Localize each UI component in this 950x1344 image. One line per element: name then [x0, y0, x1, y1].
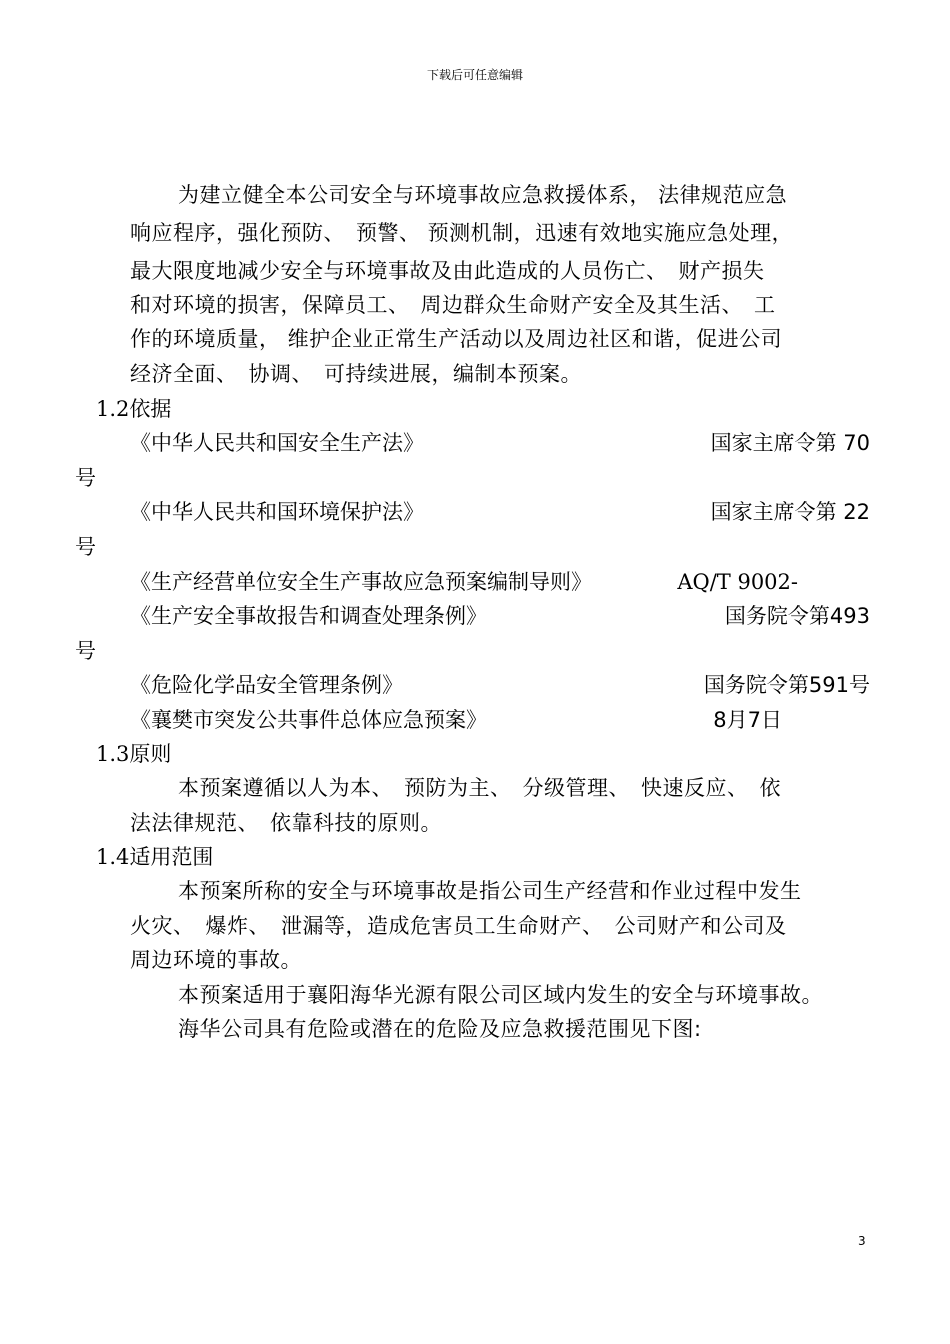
law-item-6 [130, 705, 870, 735]
page-number: 3 [858, 1234, 866, 1248]
section-title: 适用范围 [129, 845, 214, 869]
principle-line-1: 本预案遵循以人为本、 预防为主、 分级管理、 快速反应、 依 [178, 776, 781, 800]
law-ref: 国家主席令第 70 [710, 431, 870, 455]
principle-line-2: 法法律规范、 依靠科技的原则。 [130, 811, 442, 835]
law-name: 《中华人民共和国安全生产法》 [130, 431, 424, 455]
page-header: 下载后可任意编辑 [426, 68, 523, 82]
law-ref: 国务院令第493 [724, 604, 870, 628]
section-heading-1-2 [96, 394, 171, 424]
scope-line-4: 本预案适用于襄阳海华光源有限公司区域内发生的安全与环境事故。 [178, 983, 823, 1007]
law-ref-wrap: 号 [75, 535, 96, 559]
law-item-4 [130, 601, 870, 631]
law-ref: 国家主席令第 22 [710, 500, 870, 524]
law-item-1 [130, 428, 870, 458]
law-name: 《生产安全事故报告和调查处理条例》 [130, 604, 487, 628]
law-ref-wrap: 号 [75, 466, 96, 490]
scope-line-5: 海华公司具有危险或潜在的危险及应急救援范围见下图: [178, 1017, 702, 1041]
section-heading-1-4 [96, 842, 213, 872]
intro-line-1: 为建立健全本公司安全与环境事故应急救援体系， 法律规范应急 [178, 183, 788, 207]
intro-line-2: 响应程序，强化预防、 预警、 预测机制，迅速有效地实施应急处理， [130, 221, 794, 245]
scope-line-2: 火灾、 爆炸、 泄漏等，造成危害员工生命财产、 公司财产和公司及 [130, 914, 787, 938]
law-item-5 [130, 670, 870, 700]
law-item-3 [130, 567, 870, 597]
law-name: 《襄樊市突发公共事件总体应急预案》 [130, 708, 487, 732]
law-name: 《生产经营单位安全生产事故应急预案编制导则》 [130, 570, 592, 594]
law-ref: AQ/T 9002- [677, 570, 798, 594]
section-title: 原则 [129, 742, 172, 766]
section-number: 1.4 [96, 845, 130, 869]
intro-line-3: 最大限度地减少安全与环境事故及由此造成的人员伤亡、 财产损失 [130, 259, 765, 283]
section-number: 1.3 [96, 742, 130, 766]
law-ref-wrap: 号 [75, 639, 96, 663]
scope-line-3: 周边环境的事故。 [130, 948, 302, 972]
law-ref: 国务院令第591号 [703, 673, 870, 697]
law-item-2 [130, 497, 870, 527]
section-title: 依据 [129, 397, 172, 421]
section-heading-1-3 [96, 739, 171, 769]
law-name: 《危险化学品安全管理条例》 [130, 673, 403, 697]
law-name: 《中华人民共和国环境保护法》 [130, 500, 424, 524]
intro-line-5: 作的环境质量， 维护企业正常生产活动以及周边社区和谐，促进公司 [130, 327, 783, 351]
section-number: 1.2 [96, 397, 130, 421]
law-ref: 8月7日 [713, 708, 782, 732]
intro-line-6: 经济全面、 协调、 可持续进展，编制本预案。 [130, 362, 582, 386]
scope-line-1: 本预案所称的安全与环境事故是指公司生产经营和作业过程中发生 [178, 879, 802, 903]
intro-line-4: 和对环境的损害，保障员工、 周边群众生命财产安全及其生活、 工 [130, 293, 776, 317]
